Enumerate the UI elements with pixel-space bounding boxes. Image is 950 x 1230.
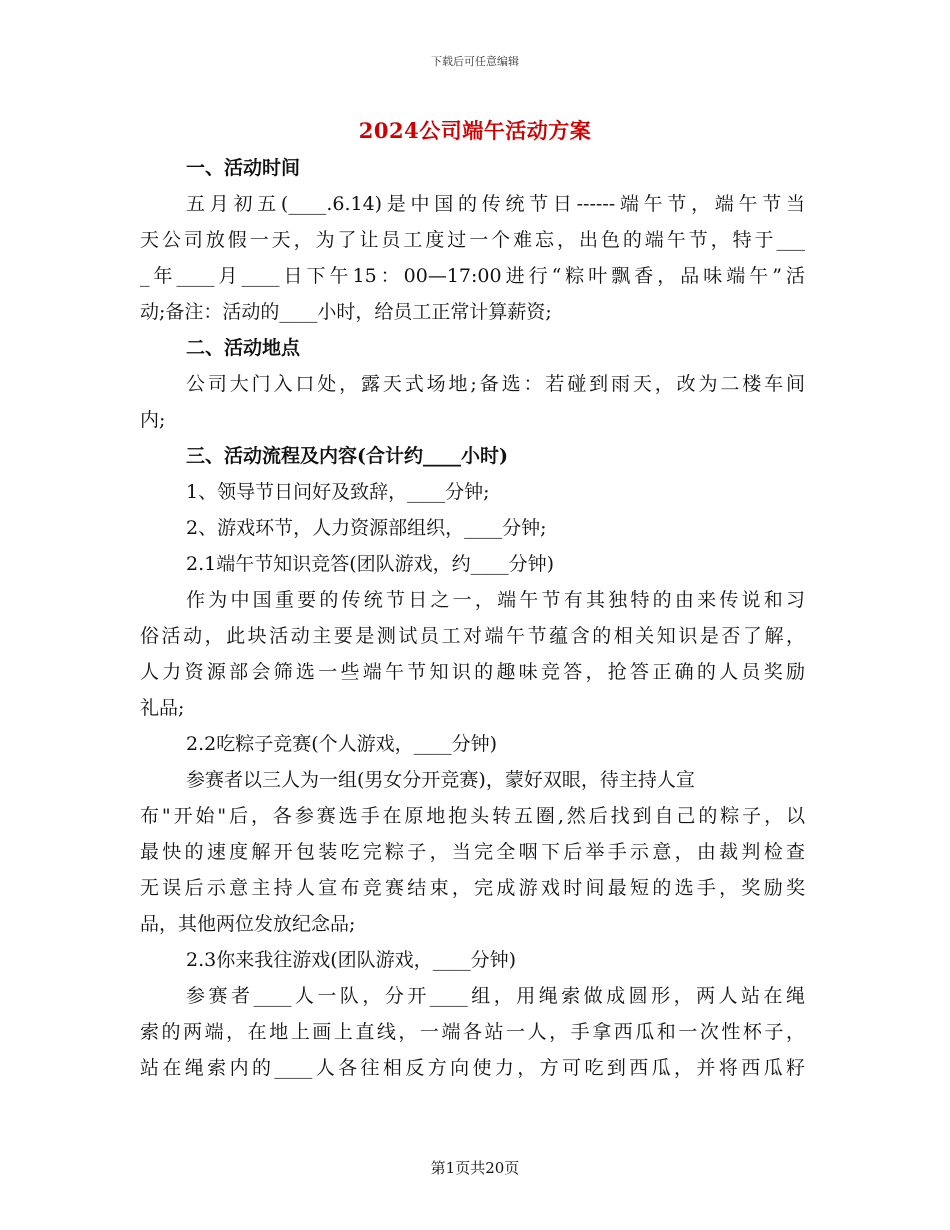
- body-line: 作为中国重要的传统节日之一，端午节有其独特的由来传说和习: [186, 589, 805, 611]
- section-heading: 一、活动时间: [186, 157, 301, 179]
- section-heading: 二、活动地点: [186, 337, 301, 359]
- body-line: 索的两端，在地上画上直线，一端各站一人，手拿西瓜和一次性杯子，: [140, 1021, 805, 1043]
- body-line: 天公司放假一天，为了让员工度过一个难忘，出色的端午节，特于___: [140, 229, 805, 251]
- document-title: 2024公司端午活动方案: [358, 118, 592, 143]
- body-line: 俗活动，此块活动主要是测试员工对端午节蕴含的相关知识是否了解，: [140, 625, 805, 647]
- body-line: 布"开始"后，各参赛选手在原地抱头转五圈,然后找到自己的粽子，以: [140, 805, 805, 827]
- body-line: 最快的速度解开包装吃完粽子，当完全咽下后举手示意，由裁判检查: [140, 841, 805, 863]
- body-line: 动;备注：活动的____小时，给员工正常计算薪资;: [140, 301, 552, 323]
- page-footer: 第1页共20页: [430, 1159, 520, 1177]
- body-line: 品，其他两位发放纪念品;: [140, 913, 356, 935]
- body-line: 2.2吃粽子竞赛(个人游戏，____分钟): [186, 733, 498, 755]
- body-line: 2、游戏环节，人力资源部组织，____分钟;: [186, 517, 547, 539]
- section-heading: 三、活动流程及内容(合计约____小时): [186, 445, 508, 467]
- page-header: 下载后可任意编辑: [431, 55, 519, 68]
- body-line: 2.1端午节知识竞答(团队游戏，约____分钟): [186, 553, 555, 575]
- body-line: 礼品;: [140, 697, 185, 719]
- body-line: 站在绳索内的____人各往相反方向使力，方可吃到西瓜，并将西瓜籽: [140, 1057, 805, 1079]
- body-line: 参赛者____人一队，分开____组，用绳索做成圆形，两人站在绳: [186, 985, 805, 1007]
- body-line: 五月初五(____.6.14)是中国的传统节日------端午节，端午节当: [186, 193, 805, 215]
- body-line: 公司大门入口处，露天式场地;备选：若碰到雨天，改为二楼车间: [186, 373, 805, 395]
- body-line: 内;: [140, 409, 166, 431]
- body-line: 参赛者以三人为一组(男女分开竞赛)，蒙好双眼，待主持人宣: [186, 769, 695, 791]
- body-line: 2.3你来我往游戏(团队游戏，____分钟): [186, 949, 517, 971]
- body-line: _年____月____日下午15：00—17:00进行“粽叶飘香，品味端午”活: [140, 265, 805, 287]
- body-line: 1、领导节日问好及致辞，____分钟;: [186, 481, 490, 503]
- document-body: [140, 150, 805, 1086]
- body-line: 人力资源部会筛选一些端午节知识的趣味竞答，抢答正确的人员奖励: [140, 661, 805, 683]
- body-line: 无误后示意主持人宣布竞赛结束，完成游戏时间最短的选手，奖励奖: [140, 877, 805, 899]
